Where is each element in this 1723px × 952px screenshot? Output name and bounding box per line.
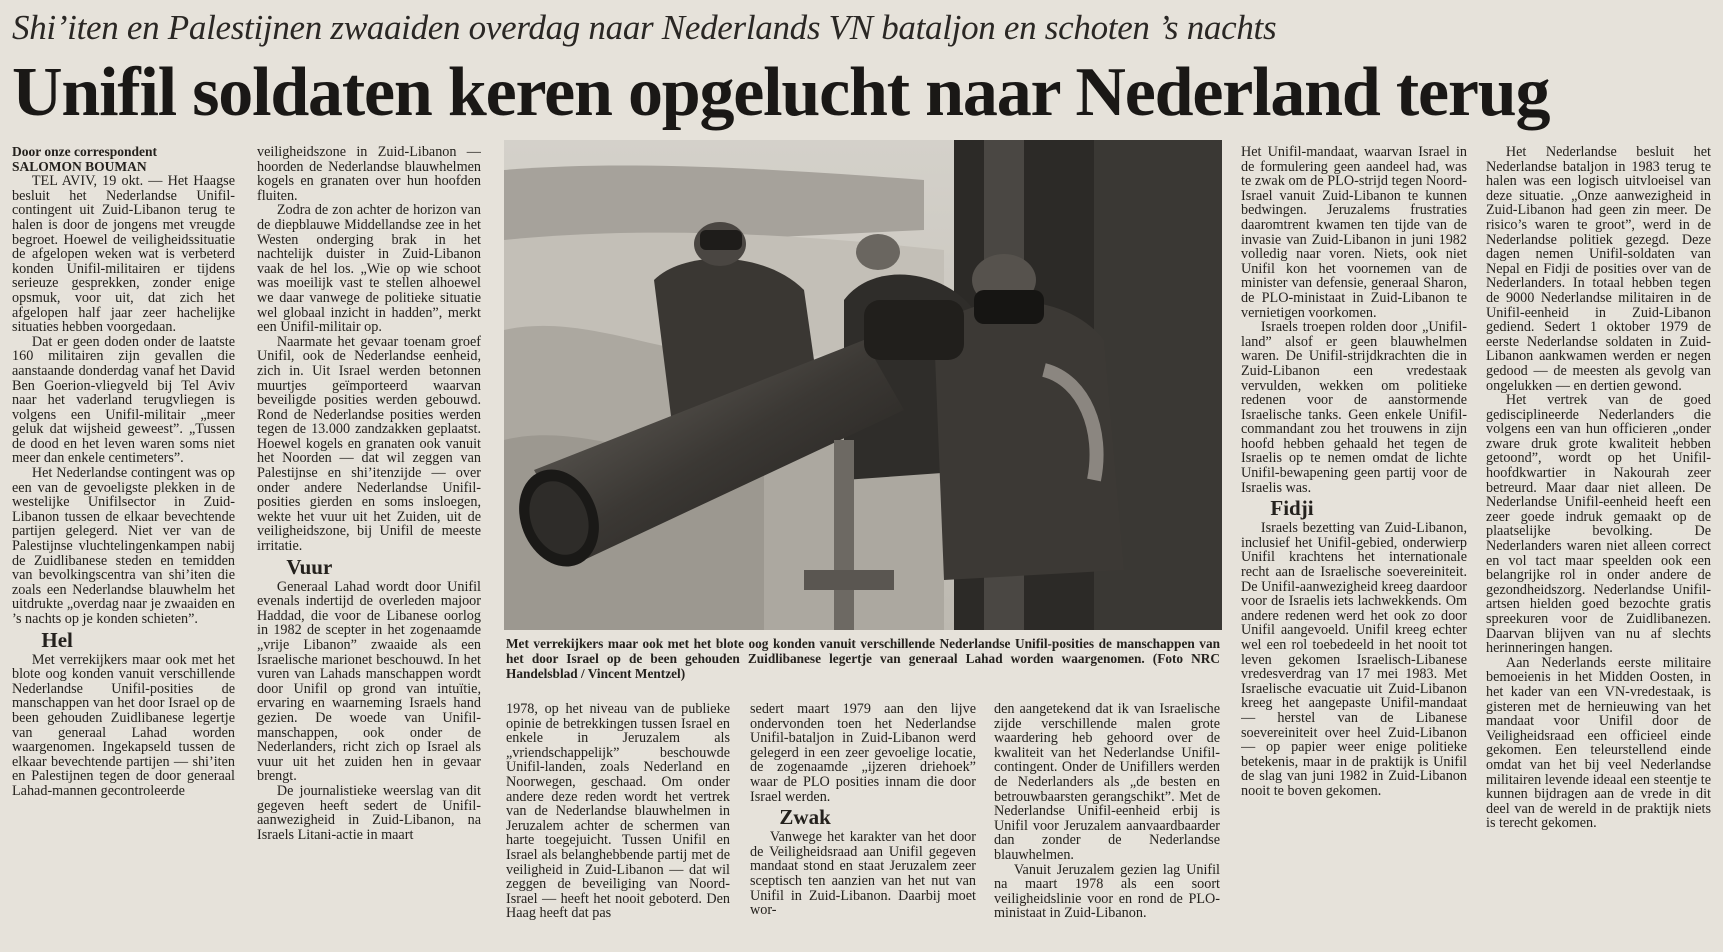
- paragraph: Aan Nederlands eerste militaire bemoeienis in het Midden Oosten, in het kader van een VN-vredestaak, is gisteren met de hernieuwing van het mandaat voor Unifil door de Veiligheidsraad een officieel einde gekomen. Een teleurstellend einde omdat van het bij veel Nederlandse militairen levende ideaal een steentje te kunnen bijdragen aan de vrede in dit deel van de wereld in de praktijk niets is terecht gekomen.: [1486, 654, 1711, 832]
- column-1: [12, 145, 235, 952]
- byline-correspondent: Door onze correspondent: [12, 145, 157, 159]
- paragraph: Met verrekijkers maar ook met het blote oog konden vanuit verschillende Nederlandse Unifil-posities de manschappen van het door Israel op de been gehouden Zuidlibanese legertje van generaal Lahad worden waargenomen. Ingekapseld tussen de elkaar bevechtende partijen — shi’iten en Palestijnen tegen de door generaal Lahad-mannen gecontroleerde: [12, 651, 235, 799]
- column-4: [750, 702, 976, 952]
- paragraph: Israels bezetting van Zuid-Libanon, inclusief het Unifil-gebied, onderwierp Unifil krachtens het internationale recht aan de Israelische soevereiniteit. De Unifil-aanwezigheid kreeg daardoor voor de Israelis iets lachwekkends. Om andere redenen werd het ook zo door Unifil aangevoeld. Unifil kreeg echter wel een rol toebedeeld in het nooit tot leven gekomen Israelisch-Libanese vredesverdrag van 17 mei 1983. Met Israelische evacuatie uit Zuid-Libanon kreeg het aangepaste Unifil-mandaat — herstel van de Libanese soevereiniteit over heel Zuid-Libanon — op papier weer enige politieke betekenis, maar in de praktijk is Unifil de slag van juni 1982 in Zuid-Libanon nooit te boven gekomen.: [1241, 520, 1467, 799]
- column-2: [257, 145, 481, 952]
- paragraph: sedert maart 1979 aan den lijve ondervonden toen het Nederlandse Unifil-bataljon in Zuid-Libanon werd gelegerd in een zeer gevoelige locatie, de zogenaamde „ijzeren driehoek” waar de PLO posities innam die door Israel werden.: [750, 702, 976, 805]
- paragraph: Het vertrek van de goed gedisciplineerde Nederlanders die volgens een van hun officieren „onder zware druk grote kwaliteit hebben getoond”, wordt op het Unifil-hoofdkwartier in Nakourah zeer betreurd. Maar daar niet alleen. De Nederlandse Unifil-eenheid heeft een zeer goede indruk gemaakt op de plaatselijke bevolking. De Nederlanders waren niet alleen correct en vol tact maar speelden ook een belangrijke rol in onder andere de gezondheidszorg. Nederlandse Unifil-artsen hielden goed bezochte gratis spreekuren voor de Zuidlibanezen. Daarvan blijven van nu af slechts herinneringen hangen.: [1486, 392, 1711, 657]
- headline: Unifil soldaten keren opgelucht naar Nederland terug: [12, 54, 1550, 131]
- subhead-vuur: Vuur: [286, 554, 333, 579]
- paragraph: den aangetekend dat ik van Israelische zijde verschillende malen grote waardering heb gehoord over de kwaliteit van het Nederlandse Unifil-contingent. Onder de Unifillers werden de Nederlanders als „de besten en betrouwbaarsten gerangschikt”. Met de Nederlandse Unifil-eenheid erbij is Unifil voor Jeruzalem aanvaardbaarder dan zonder de Nederlandse blauwhelmen.: [994, 702, 1220, 863]
- paragraph: Israels troepen rolden door „Unifil-land” alsof er geen blauwhelmen waren. De Unifil-strijdkrachten die in Zuid-Libanon een vredestaak vervulden, wekken om politieke redenen voor de aanstormende Israelische tanks. Geen enkele Unifil-commandant zou het trouwens in zijn hoofd hebben gehaald het tegen de Israelis op te nemen omdat de lichte Unifil-bewapening geen partij voor de Israelis was.: [1241, 319, 1467, 496]
- subhead-zwak: Zwak: [779, 805, 831, 830]
- paragraph: TEL AVIV, 19 okt. — Het Haagse besluit het Nederlandse Unifil-contingent uit Zuid-Libanon terug te halen is door de jongens met vreugde begroet. Hoewel de veiligheidssituatie de afgelopen weken wat is verbeterd konden Unifil-militairen er tijdens serieuze gesprekken, zonder enige opsmuk, voor uit, dat zich het afgelopen half jaar zeer hachelijke situaties hebben voorgedaan.: [12, 173, 235, 336]
- paragraph: Dat er geen doden onder de laatste 160 militairen zijn gevallen die aanstaande donderdag vanaf het David Ben Goerion-vliegveld bij Tel Aviv naar het vaderland terugvliegen is volgens een Unifil-militair „meer geluk dat wijsheid geweest”. „Tussen de dood en het leven waren soms niet meer dan enkele centimeters”.: [12, 333, 235, 467]
- subhead-fidji: Fidji: [1270, 496, 1314, 521]
- column-6: [1241, 145, 1467, 952]
- paragraph: Zodra de zon achter de horizon van de diepblauwe Middellandse zee in het Westen onderging brak in het nachtelijk duister in Zuid-Libanon vaak de hel los. „Wie op wie schoot was moeilijk vast te stellen alhoewel we daar vanwege de politieke situatie wel globaal inzicht in hadden”, merkt een Unifil-militair op.: [257, 202, 481, 336]
- paragraph: Vanwege het karakter van het door de Veiligheidsraad aan Unifil gegeven mandaat stond en staat Jeruzalem zeer sceptisch ten aanzien van het nut van Unifil in Zuid-Libanon. Daarbij moet wor-: [750, 829, 976, 919]
- paragraph: Het Unifil-mandaat, waarvan Israel in de formulering geen aandeel had, was te zwak om de PLO-strijd tegen Noord-Israel vanuit Zuid-Libanon te kunnen bedwingen. Jeruzalems frustraties daaromtrent kwamen ten tijde van de invasie van Zuid-Libanon in juni 1982 volledig naar voren. Niets, ook niet Unifil kon het voornemen van de minister van defensie, generaal Sharon, de PLO-ministaat in Zuid-Libanon te vernietigen voorkomen.: [1241, 145, 1467, 321]
- paragraph: Naarmate het gevaar toenam groef Unifil, ook de Nederlandse eenheid, zich in. Uit Israel werden betonnen muurtjes geïmporteerd waarvan beveiligde posities werden gebouwd. Rond de Nederlandse posities werden tegen de 13.000 zandzakken geplaatst. Hoewel kogels en granaten ook vanuit het Noorden — dat wil zeggen van Palestijnse en shi’itenzijde — over onder andere Nederlandse Unifil-posities gierden en soms insloegen, wekte het vuur uit het Zuiden, uit de veiligheidszone, bij Unifil de meeste irritatie.: [257, 333, 481, 555]
- paragraph: Generaal Lahad wordt door Unifil evenals indertijd de overleden majoor Haddad, die voor de Libanese oorlog in 1982 de scepter in het zogenaamde „vrije Libanon” zwaaide als een Israelische marionet beschouwd. In het vuren van Lahads manschappen wordt door Unifil op grond van intuïtie, ervaring en waarneming Israels hand gezien. De woede van Unifil-manschappen, ook onder de Nederlanders, richt zich op Israel als vuur uit het zuiden hen in gevaar brengt.: [257, 578, 481, 785]
- column-7: [1486, 145, 1711, 952]
- kicker: Shi’iten en Palestijnen zwaaiden overdag naar Nederlands VN bataljon en schoten ’s nachts: [12, 8, 1277, 47]
- paragraph: Vanuit Jeruzalem gezien lag Unifil na maart 1978 als een soort veiligheidslinie voor en rond de PLO-ministaat in Zuid-Libanon.: [994, 861, 1220, 922]
- news-photo: [504, 140, 1222, 630]
- paragraph: veiligheidszone in Zuid-Libanon — hoorden de Nederlandse blauwhelmen kogels en granaten over hun hoofden fluiten.: [257, 145, 481, 204]
- byline-author: SALOMON BOUMAN: [12, 158, 147, 174]
- column-5: [994, 702, 1220, 952]
- paragraph: 1978, op het niveau van de publieke opinie de betrekkingen tussen Israel en enkele in Jeruzalem als „vriendschappelijk” beschouwde Unifil-landen, zoals Nederland en Noorwegen, geschaad. Om onder andere deze reden wordt het vertrek van de Nederlandse blauwhelmen in Jeruzalem achter de schermen van harte toegejuicht. Tussen Unifil en Israel als belanghebbende partij met de veiligheid in Zuid-Libanon — dat wil zeggen de beveiliging van Noord-Israel — heeft het nooit geboterd. Den Haag heeft dat pas: [506, 702, 730, 922]
- paragraph: De journalistieke weerslag van dit gegeven heeft sedert de Unifil-aanwezigheid in Zuid-Libanon, na Israels Litani-actie in maart: [257, 782, 481, 843]
- photo-soldiers-binoculars: [504, 140, 1222, 630]
- paragraph: Het Nederlandse contingent was op een van de gevoeligste plekken in de westelijke Unifilsector in Zuid-Libanon tussen de elkaar bevechtende partijen gelegerd. Niet ver van de Palestijnse vluchtelingenkampen nabij de Zuidlibanese steden en temidden van bevolkingscentra van shi’iten die zoals een Nederlandse blauwhelm het uitdrukte „overdag naar je zwaaiden en ’s nachts op je konden schieten”.: [12, 465, 235, 627]
- paragraph: Het Nederlandse besluit het Nederlandse bataljon in 1983 terug te halen was een logisch uitvloeisel van deze situatie. „Onze aanwezigheid in Zuid-Libanon had geen zin meer. De risico’s waren te groot”, werd in de Nederlandse politiek gezegd. Deze dagen nemen Unifil-soldaten van Nepal en Fidji de posities over van de Nederlanders. In totaal hebben tegen de 9000 Nederlandse militairen in de Unifil-eenheid in Zuid-Libanon gediend. Sedert 1 oktober 1979 de eerste Nederlandse soldaten in Zuid-Libanon aankwamen werden er negen gedood — de meesten als gevolg van ongelukken — en dertien gewond.: [1486, 145, 1711, 394]
- subhead-hel: Hel: [41, 627, 73, 652]
- column-3: [506, 702, 730, 952]
- photo-caption: Met verrekijkers maar ook met het blote oog konden vanuit verschillende Nederlandse Unifil-posities de manschappen van het door Israel op de been gehouden Zuidlibanese legertje van generaal Lahad worden waargenomen. (Foto NRC Handelsblad / Vincent Mentzel): [506, 636, 1220, 681]
